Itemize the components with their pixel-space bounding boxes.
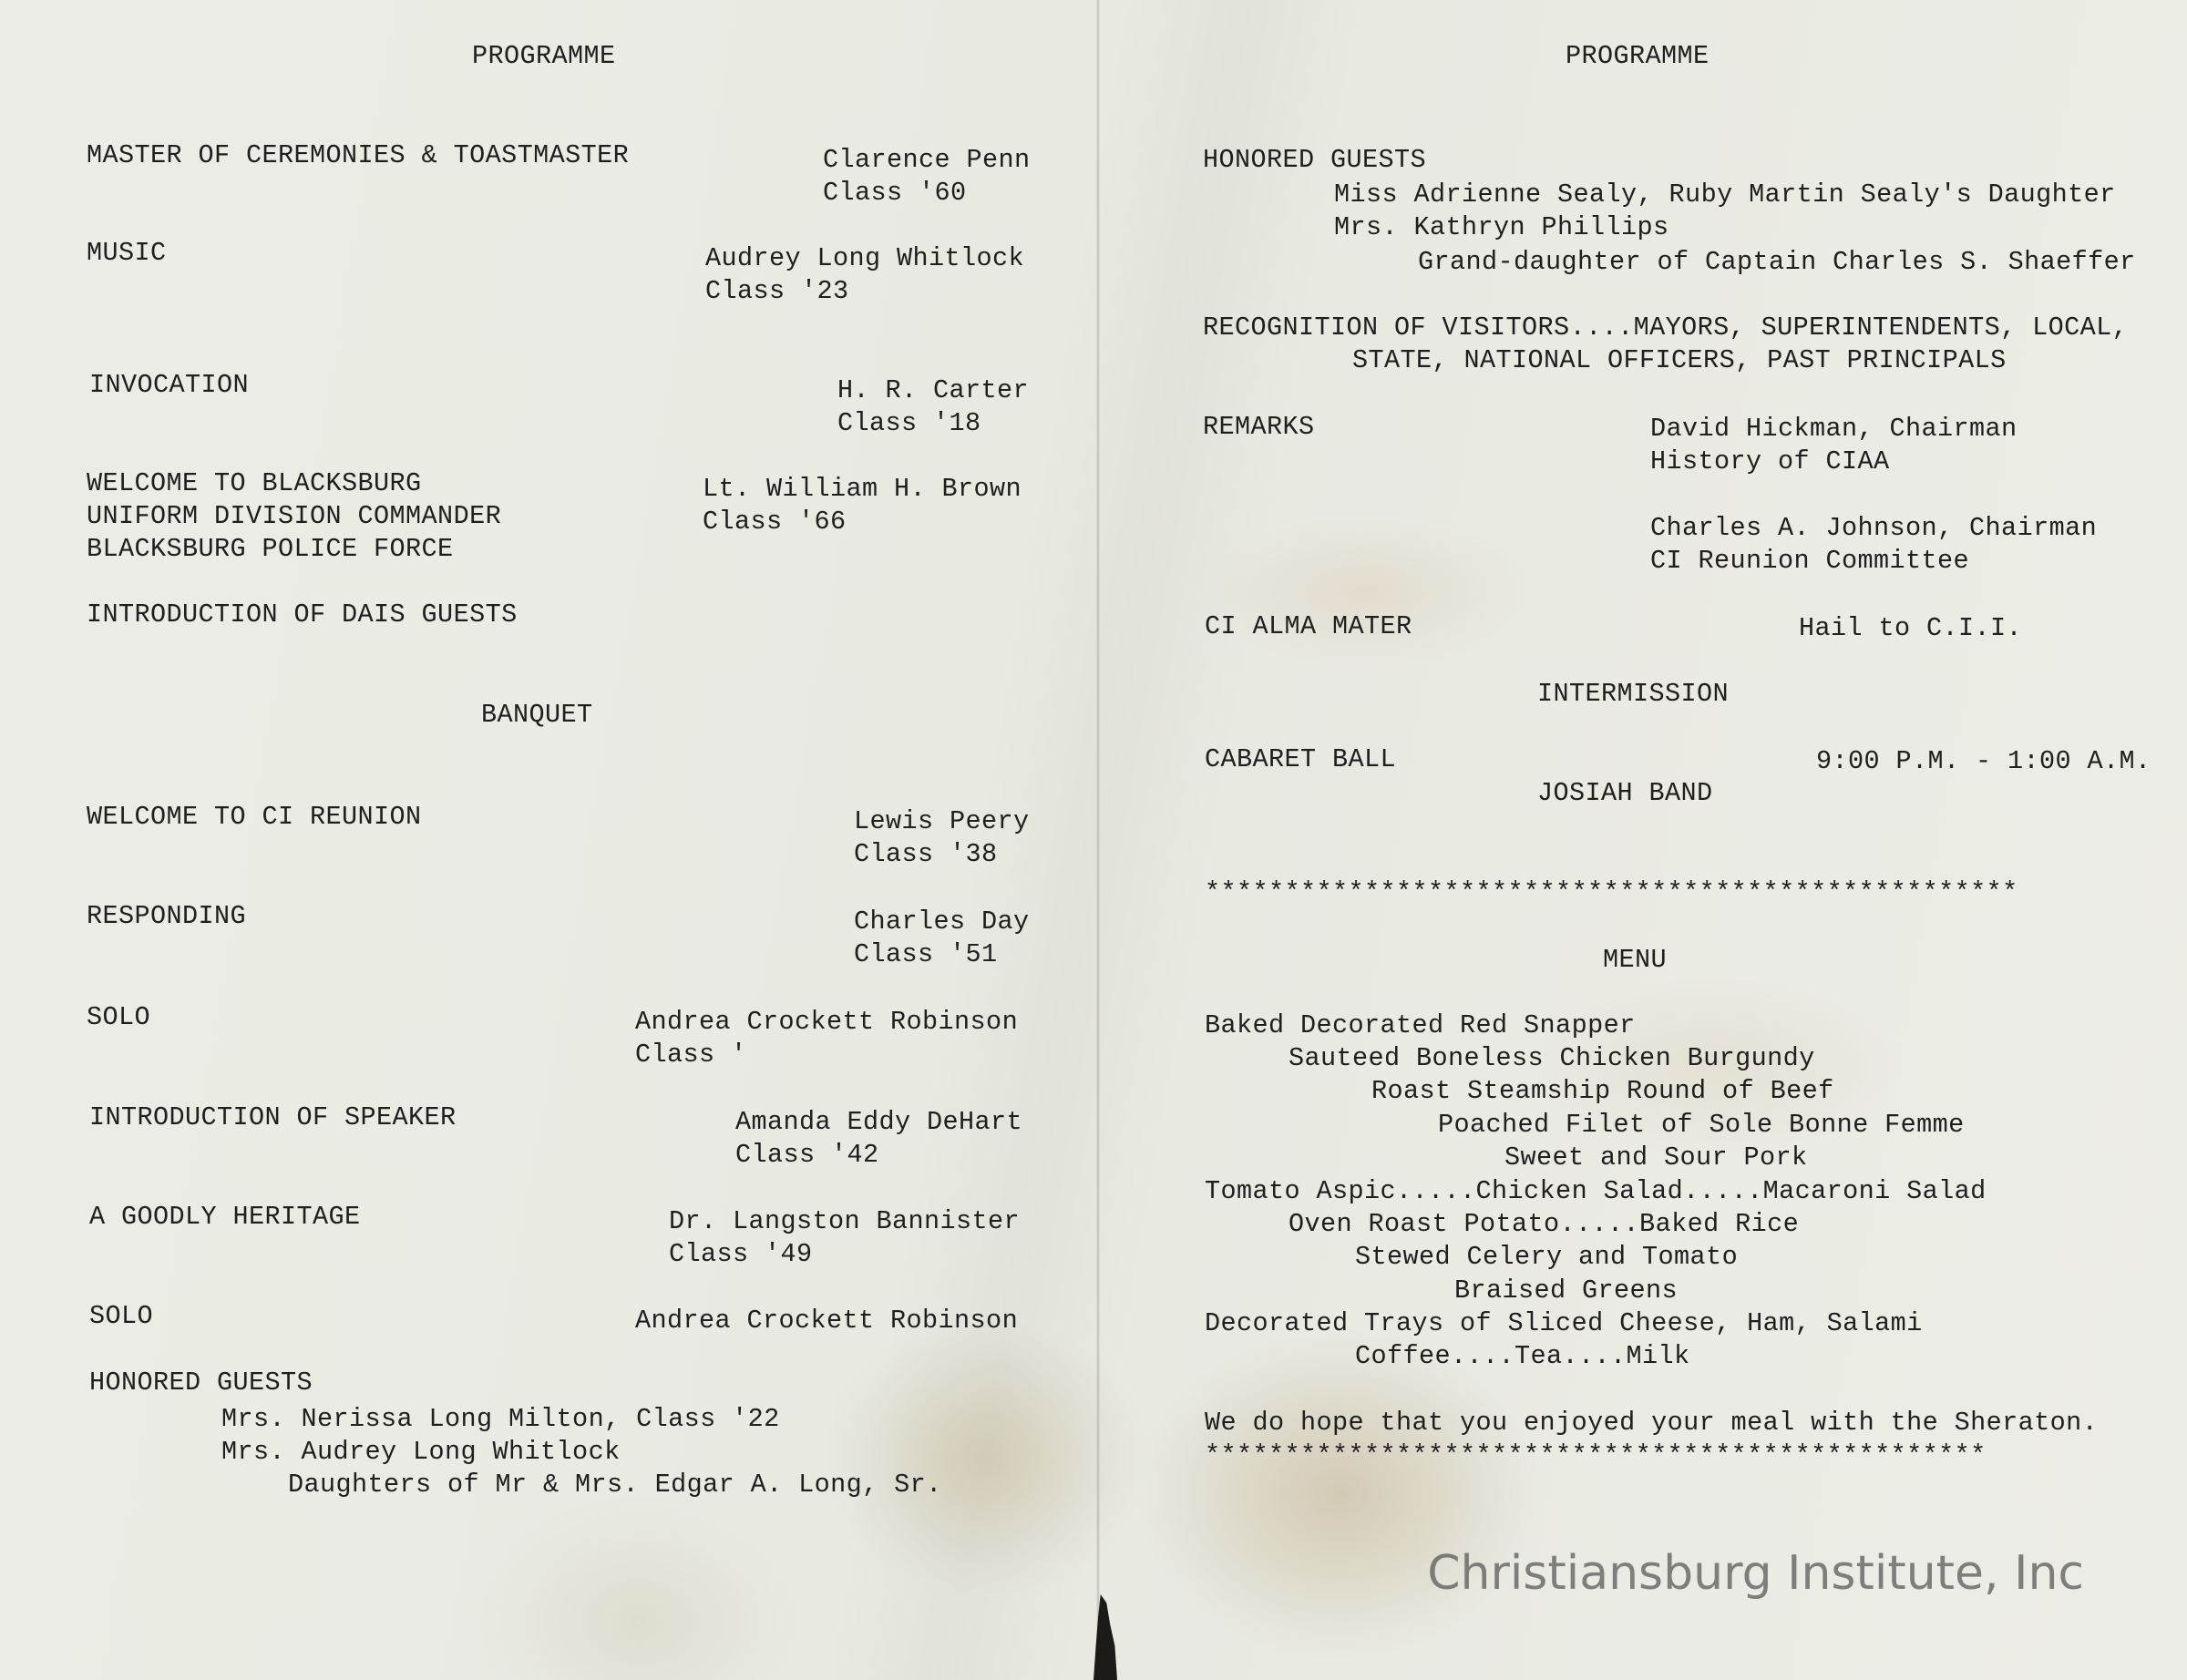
remarks-entry: CI Reunion Committee (1650, 546, 1970, 576)
alma-mater-value: Hail to C.I.I. (1799, 613, 2023, 643)
closing-line: We do hope that you enjoyed your meal with the Sheraton. (1205, 1408, 2099, 1438)
star-divider-bottom: ************************************************* (1205, 1440, 1987, 1470)
item-value: Clarence Penn (823, 145, 1031, 175)
menu-item: Sweet and Sour Pork (1504, 1142, 1808, 1173)
recognition-line: STATE, NATIONAL OFFICERS, PAST PRINCIPALS (1352, 345, 2007, 375)
item-value: Class '51 (854, 939, 998, 969)
item-label: SOLO (89, 1301, 154, 1331)
banquet-heading: BANQUET (481, 700, 593, 730)
honored-guest-line: Mrs. Kathryn Phillips (1334, 212, 1669, 242)
honored-guest-line: Grand-daughter of Captain Charles S. Shaeffer (1418, 247, 2136, 277)
honored-guest-line: Miss Adrienne Sealy, Ruby Martin Sealy's Daughter (1334, 179, 2116, 210)
menu-item: Oven Roast Potato.....Baked Rice (1289, 1209, 1800, 1239)
item-value: Audrey Long Whitlock (705, 243, 1025, 273)
menu-item: Tomato Aspic.....Chicken Salad.....Macaroni Salad (1205, 1176, 1987, 1206)
item-label: BLACKSBURG POLICE FORCE (87, 534, 454, 564)
honored-guest-line: Daughters of Mr & Mrs. Edgar A. Long, Sr. (288, 1470, 942, 1500)
item-label: WELCOME TO BLACKSBURG (87, 468, 422, 498)
cabaret-band: JOSIAH BAND (1537, 778, 1713, 808)
menu-item: Braised Greens (1454, 1275, 1679, 1306)
center-fold (1096, 0, 1100, 1680)
item-value: Amanda Eddy DeHart (735, 1107, 1023, 1137)
item-value: H. R. Carter (837, 375, 1030, 405)
item-label: A GOODLY HERITAGE (89, 1202, 361, 1232)
honored-guests-title: HONORED GUESTS (1203, 145, 1427, 175)
remarks-label: REMARKS (1203, 412, 1315, 442)
remarks-entry: Charles A. Johnson, Chairman (1650, 513, 2098, 543)
menu-item: Poached Filet of Sole Bonne Femme (1438, 1110, 1965, 1140)
item-value: Lt. William H. Brown (703, 474, 1022, 504)
remarks-entry: David Hickman, Chairman (1650, 414, 2018, 444)
item-label: INVOCATION (89, 370, 250, 400)
remarks-entry: History of CIAA (1650, 446, 1890, 476)
alma-mater-label: CI ALMA MATER (1205, 611, 1412, 641)
item-label: WELCOME TO CI REUNION (87, 802, 422, 832)
star-divider-top: *************************************************** (1205, 877, 2018, 907)
item-value: Class '66 (703, 507, 847, 537)
item-value: Class '60 (823, 178, 967, 208)
item-value: Class ' (635, 1040, 747, 1070)
item-value: Class '38 (854, 839, 998, 869)
item-value: Class '49 (669, 1239, 813, 1269)
item-label: MUSIC (87, 238, 167, 268)
left-heading: PROGRAMME (472, 41, 616, 71)
item-value: Andrea Crockett Robinson (635, 1306, 1019, 1336)
honored-guest-line: Mrs. Audrey Long Whitlock (221, 1437, 621, 1467)
item-value: Andrea Crockett Robinson (635, 1007, 1019, 1037)
item-label: UNIFORM DIVISION COMMANDER (87, 501, 502, 531)
cabaret-time: 9:00 P.M. - 1:00 A.M. (1816, 746, 2151, 776)
recognition-line: RECOGNITION OF VISITORS....MAYORS, SUPERINTENDENTS, LOCAL, (1203, 312, 2129, 343)
item-value: Dr. Langston Bannister (669, 1206, 1021, 1236)
menu-item: Coffee....Tea....Milk (1355, 1341, 1690, 1371)
item-label: MASTER OF CEREMONIES & TOASTMASTER (87, 140, 630, 170)
menu-item: Sauteed Boneless Chicken Burgundy (1289, 1043, 1815, 1073)
item-value: Lewis Peery (854, 806, 1030, 836)
item-label: INTRODUCTION OF DAIS GUESTS (87, 599, 518, 630)
menu-item: Stewed Celery and Tomato (1355, 1242, 1739, 1272)
menu-item: Roast Steamship Round of Beef (1371, 1076, 1834, 1106)
item-label: SOLO (87, 1002, 151, 1032)
item-value: Class '18 (837, 408, 981, 438)
item-value: Class '23 (705, 276, 849, 306)
cabaret-label: CABARET BALL (1205, 744, 1397, 774)
right-heading: PROGRAMME (1566, 41, 1710, 71)
watermark: Christiansburg Institute, Inc (1427, 1546, 2084, 1601)
honored-guest-line: Mrs. Nerissa Long Milton, Class '22 (221, 1404, 780, 1434)
menu-item: Decorated Trays of Sliced Cheese, Ham, Salami (1205, 1308, 1923, 1338)
intermission: INTERMISSION (1537, 679, 1730, 709)
item-value: Charles Day (854, 907, 1030, 937)
item-label: RESPONDING (87, 901, 247, 931)
menu-item: Baked Decorated Red Snapper (1205, 1010, 1636, 1040)
menu-title: MENU (1603, 945, 1668, 975)
honored-guests-title: HONORED GUESTS (89, 1368, 313, 1398)
item-value: Class '42 (735, 1140, 879, 1170)
item-label: INTRODUCTION OF SPEAKER (89, 1102, 457, 1132)
